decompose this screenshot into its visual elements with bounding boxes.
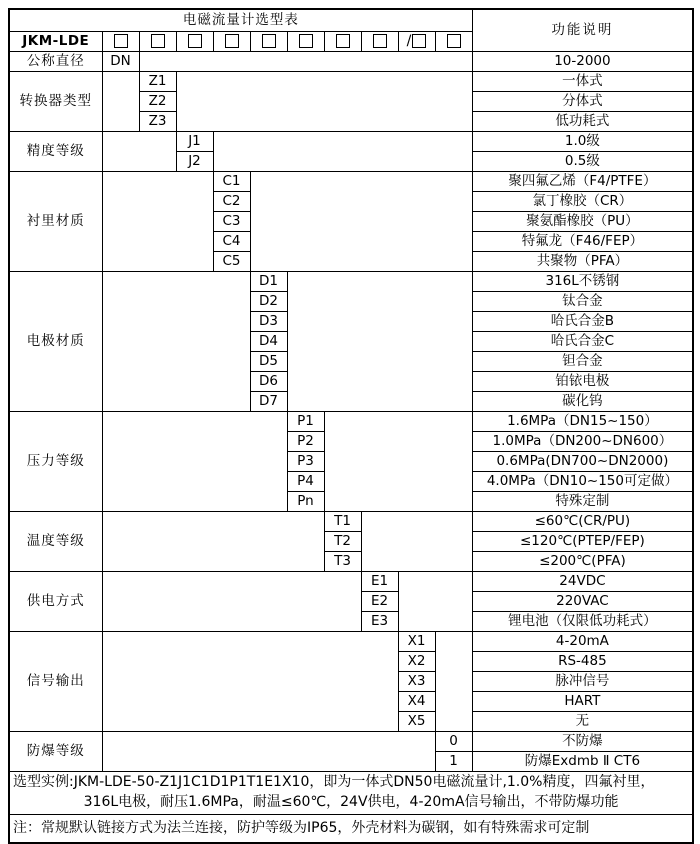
code-cell: Z3 <box>139 112 176 132</box>
code-cell: D1 <box>250 272 287 292</box>
function-value: 钛合金 <box>472 292 693 312</box>
function-value: 0.6MPa(DN700~DN2000) <box>472 452 693 472</box>
function-value: 脉冲信号 <box>472 672 693 692</box>
code-cell: 1 <box>435 752 472 772</box>
function-value: 不防爆 <box>472 732 693 752</box>
row-group-label: 转换器类型 <box>9 72 102 132</box>
table-row <box>9 72 693 92</box>
empty-cell <box>102 512 324 572</box>
function-value: 1.6MPa（DN15~150） <box>472 412 693 432</box>
example-line-2: 316L电极，耐压1.6MPa，耐温≤60℃，24V供电，4-20mA信号输出，不带防爆功能 <box>83 794 619 810</box>
function-value: 铂铱电极 <box>472 372 693 392</box>
row-group-label: 防爆等级 <box>9 732 102 772</box>
model-checkbox-3[interactable] <box>188 34 202 48</box>
model-checkbox-cell-5 <box>250 32 287 52</box>
code-cell: J2 <box>176 152 213 172</box>
code-cell: D6 <box>250 372 287 392</box>
code-cell: C3 <box>213 212 250 232</box>
empty-cell <box>176 72 472 132</box>
model-checkbox-7[interactable] <box>336 34 350 48</box>
empty-cell <box>102 272 250 412</box>
function-value: 24VDC <box>472 572 693 592</box>
row-group-label: 精度等级 <box>9 132 102 172</box>
code-cell: T1 <box>324 512 361 532</box>
code-cell: Z1 <box>139 72 176 92</box>
code-cell: D2 <box>250 292 287 312</box>
code-cell: P4 <box>287 472 324 492</box>
code-cell: Pn <box>287 492 324 512</box>
empty-cell <box>361 512 472 572</box>
model-checkbox-cell-9 <box>398 32 435 52</box>
model-checkbox-5[interactable] <box>262 34 276 48</box>
function-value: 氯丁橡胶（CR） <box>472 192 693 212</box>
function-value: 聚四氟乙烯（F4/PTFE） <box>472 172 693 192</box>
code-cell: C5 <box>213 252 250 272</box>
model-checkbox-cell-10 <box>435 32 472 52</box>
function-value: 316L不锈钢 <box>472 272 693 292</box>
table-row <box>9 732 693 752</box>
code-cell: C2 <box>213 192 250 212</box>
empty-cell <box>102 572 361 632</box>
function-value: 一体式 <box>472 72 693 92</box>
function-value: 1.0级 <box>472 132 693 152</box>
code-cell: C4 <box>213 232 250 252</box>
code-cell: P3 <box>287 452 324 472</box>
function-value: 聚氨酯橡胶（PU） <box>472 212 693 232</box>
model-checkbox-6[interactable] <box>299 34 313 48</box>
table-row <box>9 132 693 152</box>
code-cell: X1 <box>398 632 435 652</box>
table-row <box>9 52 693 72</box>
model-checkbox-cell-2 <box>139 32 176 52</box>
code-cell: T2 <box>324 532 361 552</box>
code-cell: 0 <box>435 732 472 752</box>
code-cell: D3 <box>250 312 287 332</box>
row-group-label: 电极材质 <box>9 272 102 412</box>
model-checkbox-1[interactable] <box>114 34 128 48</box>
function-value: 4-20mA <box>472 632 693 652</box>
function-value: HART <box>472 692 693 712</box>
code-cell: J1 <box>176 132 213 152</box>
code-cell: D4 <box>250 332 287 352</box>
code-cell: D5 <box>250 352 287 372</box>
empty-cell <box>213 132 472 172</box>
model-checkbox-cell-6 <box>287 32 324 52</box>
code-cell: E2 <box>361 592 398 612</box>
row-group-label: 衬里材质 <box>9 172 102 272</box>
function-value: ≤60℃(CR/PU) <box>472 512 693 532</box>
function-value: 分体式 <box>472 92 693 112</box>
table-row <box>9 172 693 192</box>
model-checkbox-4[interactable] <box>225 34 239 48</box>
model-checkbox-cell-1 <box>102 32 139 52</box>
empty-cell <box>102 72 139 132</box>
row-group-label: 温度等级 <box>9 512 102 572</box>
code-cell: DN <box>102 52 139 72</box>
model-checkbox-10[interactable] <box>447 34 461 48</box>
code-cell: E1 <box>361 572 398 592</box>
function-value: 10-2000 <box>472 52 693 72</box>
note-row <box>9 815 693 844</box>
code-cell: X4 <box>398 692 435 712</box>
model-slash: / <box>406 33 412 50</box>
function-value: 共聚物（PFA） <box>472 252 693 272</box>
function-value: 特氟龙（F46/FEP） <box>472 232 693 252</box>
code-cell: X3 <box>398 672 435 692</box>
function-value: 0.5级 <box>472 152 693 172</box>
code-cell: X2 <box>398 652 435 672</box>
empty-cell <box>398 572 472 632</box>
model-checkbox-cell-7 <box>324 32 361 52</box>
table-title: 电磁流量计选型表 <box>9 9 472 32</box>
empty-cell <box>250 172 472 272</box>
selection-example <box>9 772 693 815</box>
function-value: 防爆Exdmb Ⅱ CT6 <box>472 752 693 772</box>
model-checkbox-9[interactable] <box>412 34 426 48</box>
row-group-label: 压力等级 <box>9 412 102 512</box>
function-value: 哈氏合金B <box>472 312 693 332</box>
row-group-label: 公称直径 <box>9 52 102 72</box>
function-value: 低功耗式 <box>472 112 693 132</box>
code-cell: T3 <box>324 552 361 572</box>
empty-cell <box>102 172 213 272</box>
function-value: 碳化钨 <box>472 392 693 412</box>
model-checkbox-cell-4 <box>213 32 250 52</box>
selection-table <box>8 8 694 844</box>
code-cell: E3 <box>361 612 398 632</box>
table-row <box>9 572 693 592</box>
model-checkbox-cell-3 <box>176 32 213 52</box>
function-value: ≤200℃(PFA) <box>472 552 693 572</box>
function-value: 特殊定制 <box>472 492 693 512</box>
empty-cell <box>102 632 398 732</box>
function-value: ≤120℃(PTEP/FEP) <box>472 532 693 552</box>
function-value: 220VAC <box>472 592 693 612</box>
function-value: 4.0MPa（DN10~150可定做） <box>472 472 693 492</box>
code-cell: D7 <box>250 392 287 412</box>
empty-cell <box>102 132 176 172</box>
code-cell: P2 <box>287 432 324 452</box>
note-text: 注：常规默认链接方式为法兰连接，防护等级为IP65，外壳材料为碳钢，如有特殊需求可定制 <box>9 815 693 844</box>
function-value: 1.0MPa（DN200~DN600） <box>472 432 693 452</box>
function-value: 锂电池（仅限低功耗式） <box>472 612 693 632</box>
table-row <box>9 272 693 292</box>
empty-cell <box>435 632 472 732</box>
table-row <box>9 632 693 652</box>
function-value: 哈氏合金C <box>472 332 693 352</box>
model-checkbox-cell-8 <box>361 32 398 52</box>
model-checkbox-8[interactable] <box>373 34 387 48</box>
function-value: RS-485 <box>472 652 693 672</box>
function-value: 钽合金 <box>472 352 693 372</box>
empty-cell <box>139 52 472 72</box>
row-group-label: 信号输出 <box>9 632 102 732</box>
example-line-1: 选型实例:JKM-LDE-50-Z1J1C1D1P1T1E1X10，即为一体式DN50电磁流量计,1.0%精度，四氟衬里， <box>13 774 655 791</box>
code-cell: Z2 <box>139 92 176 112</box>
example-row <box>9 772 693 815</box>
code-cell: X5 <box>398 712 435 732</box>
function-value: 无 <box>472 712 693 732</box>
code-cell: P1 <box>287 412 324 432</box>
empty-cell <box>324 412 472 512</box>
model-prefix: JKM-LDE <box>9 32 102 52</box>
model-checkbox-2[interactable] <box>151 34 165 48</box>
function-column-header: 功能说明 <box>472 9 693 52</box>
empty-cell <box>102 732 435 772</box>
empty-cell <box>287 272 472 412</box>
code-cell: C1 <box>213 172 250 192</box>
empty-cell <box>102 412 287 512</box>
table-row <box>9 412 693 432</box>
row-group-label: 供电方式 <box>9 572 102 632</box>
table-row <box>9 512 693 532</box>
